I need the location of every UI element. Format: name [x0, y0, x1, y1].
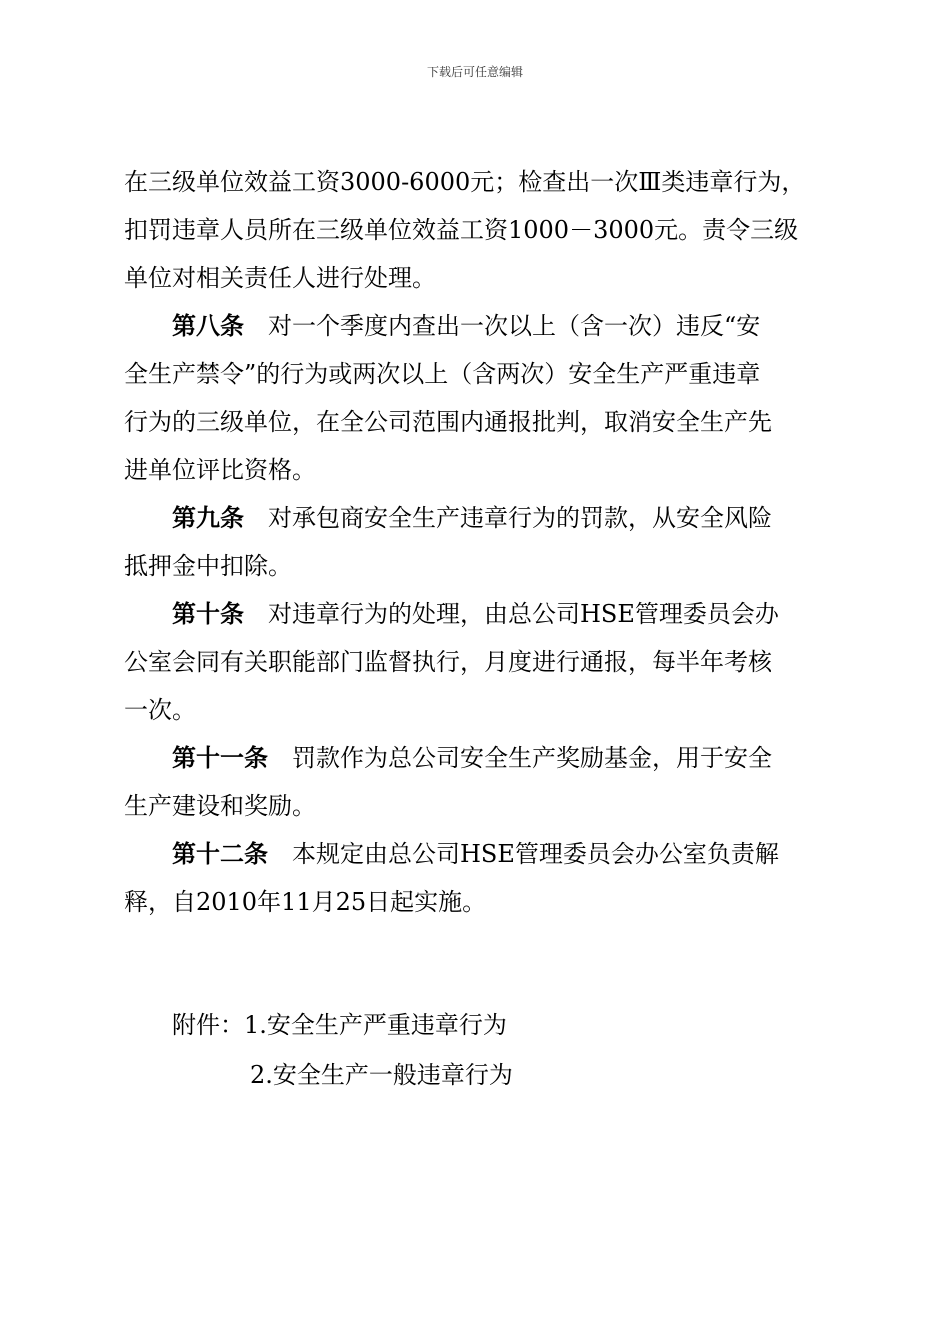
- article-12-first-line: [124, 830, 836, 878]
- body-line: 生产建设和奖励。: [124, 792, 316, 820]
- body-line: 公室会同有关职能部门监督执行，月度进行通报，每半年考核: [124, 648, 772, 676]
- page-header-watermark: 下载后可任意编辑: [426, 65, 523, 79]
- article-8-number: 第八条: [172, 312, 244, 340]
- body-line: 单位对相关责任人进行处理。: [124, 264, 436, 292]
- article-9-number: 第九条: [172, 504, 244, 532]
- body-line: 全生产禁令”的行为或两次以上（含两次）安全生产严重违章: [124, 360, 761, 388]
- body-line: 一次。: [124, 696, 196, 724]
- body-line: 释，自2010年11月25日起实施。: [124, 888, 487, 916]
- article-10-text: 对违章行为的处理，由总公司HSE管理委员会办: [268, 600, 779, 628]
- attachment-line-1: [172, 1001, 507, 1049]
- body-line: 行为的三级单位，在全公司范围内通报批判，取消安全生产先: [124, 408, 772, 436]
- article-12-number: 第十二条: [172, 840, 268, 868]
- attachment-item: 2.安全生产一般违章行为: [250, 1061, 513, 1089]
- article-8-first-line: [124, 302, 836, 350]
- document-body: [124, 158, 836, 926]
- article-9-first-line: [124, 494, 836, 542]
- article-11-number: 第十一条: [172, 744, 268, 772]
- body-line: 进单位评比资格。: [124, 456, 316, 484]
- body-line: 在三级单位效益工资3000-6000元；检查出一次Ⅲ类违章行为，: [124, 168, 806, 196]
- article-8-text: 对一个季度内查出一次以上（含一次）违反“安: [268, 312, 761, 340]
- article-10-first-line: [124, 590, 836, 638]
- article-12-text: 本规定由总公司HSE管理委员会办公室负责解: [292, 840, 779, 868]
- article-11-text: 罚款作为总公司安全生产奖励基金，用于安全: [292, 744, 772, 772]
- attachment-item: 1.安全生产严重违章行为: [244, 1011, 507, 1039]
- body-line: 扣罚违章人员所在三级单位效益工资1000－3000元。责令三级: [124, 216, 799, 244]
- attachment-line-2: [250, 1051, 513, 1099]
- attachment-label: 附件：: [172, 1011, 244, 1039]
- body-line: 抵押金中扣除。: [124, 552, 292, 580]
- article-10-number: 第十条: [172, 600, 244, 628]
- article-9-text: 对承包商安全生产违章行为的罚款，从安全风险: [268, 504, 772, 532]
- article-11-first-line: [124, 734, 836, 782]
